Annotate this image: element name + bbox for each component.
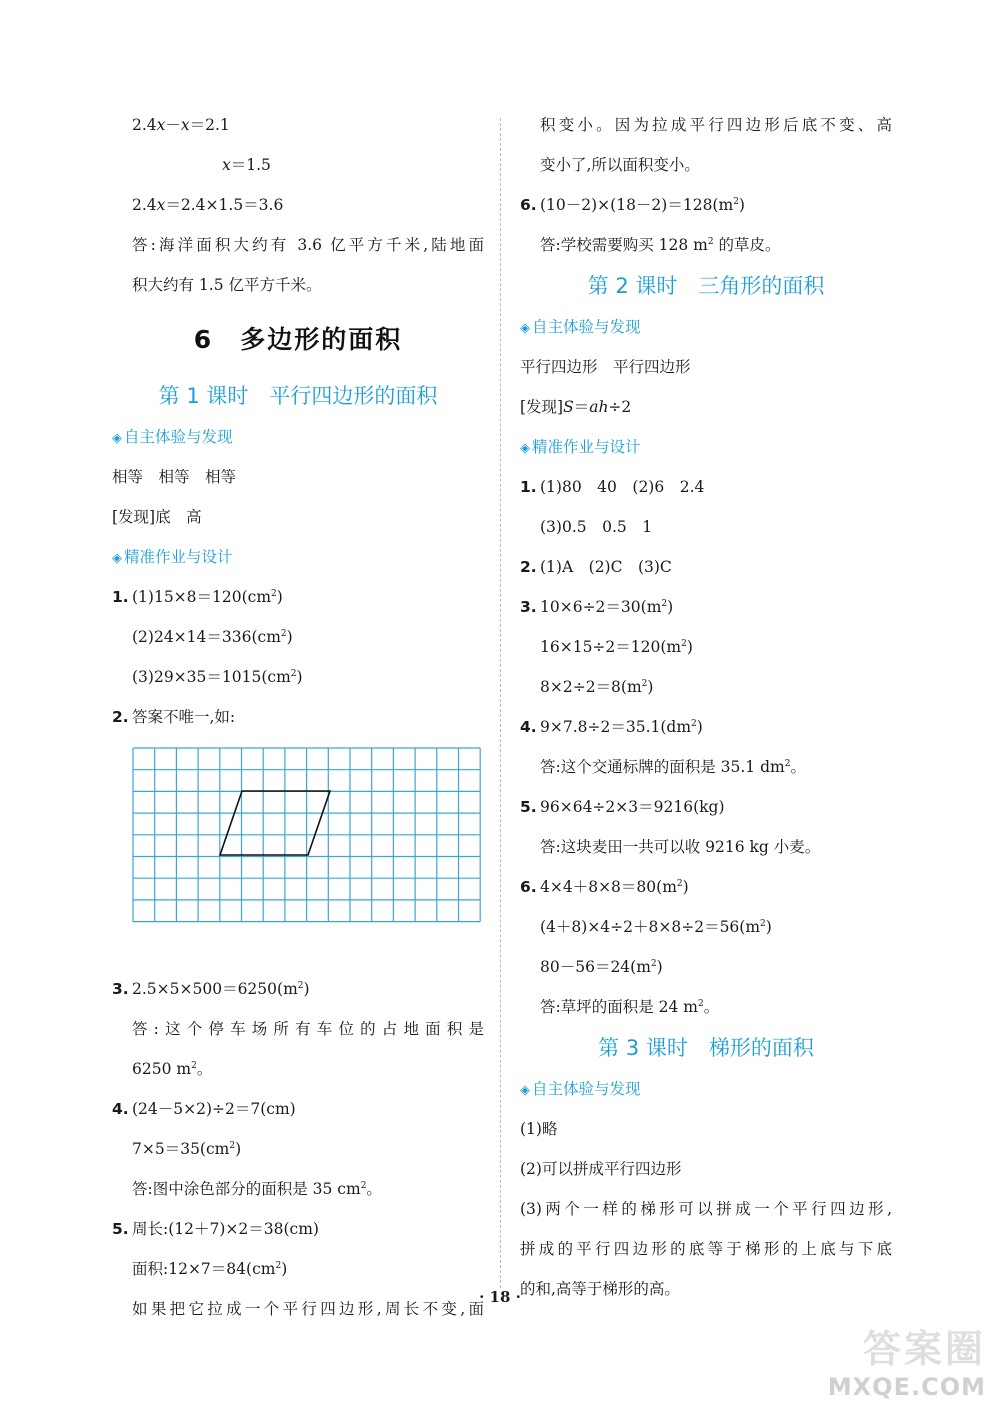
answer-text: 答案不唯一,如: [132,708,236,726]
answer-text: (24－5×2)÷2＝7(cm) [132,1100,296,1118]
answer-text: 4×4＋8×8＝80(m [540,878,677,896]
answer-line [112,1009,484,1049]
page-number: · 18 · [479,1288,521,1306]
question-line [112,1089,484,1129]
question-number: 5. [112,1220,129,1238]
question-line [520,707,892,747]
paren: ) [276,588,283,606]
diamond-icon: ◈ [112,431,122,446]
right-column [520,105,892,1309]
superscript: 2 [360,1180,367,1191]
diamond-icon: ◈ [520,1083,530,1098]
answer-line [112,617,484,657]
question-number: 1. [112,588,129,606]
answer-line [112,657,484,697]
answer-line: 平行四边形 平行四边形 [520,358,691,376]
question-line [520,547,892,587]
superscript: 2 [297,980,304,991]
answer-text: (1)15×8＝120(cm [132,588,272,606]
paren: ) [235,1140,242,1158]
answer-text: 面积:12×7＝84(cm [132,1260,276,1278]
question-line [520,185,892,225]
question-number: 4. [112,1100,129,1118]
answer-text: 9×7.8÷2＝35.1(dm [540,718,692,736]
answer-line: 拼成的平行四边形的底等于梯形的上底与下底 [520,1240,892,1258]
answer-text: 周长:(12＋7)×2＝38(cm) [132,1220,319,1238]
answer-line [112,1249,484,1289]
period: 。 [366,1180,382,1198]
section-label: 自主体验与发现 [124,428,233,446]
answer-line: [发现]𝑆＝𝑎ℎ÷2 [520,398,632,416]
superscript: 2 [280,628,287,639]
paren: ) [682,878,689,896]
period: 。 [703,998,720,1016]
answer-line: (2)可以拼成平行四边形 [520,1160,682,1178]
section-heading [112,417,484,457]
answer-text: 8×2÷2＝8(m [540,678,642,696]
paren: ) [667,598,674,616]
answer-text: 80－56＝24(m [540,958,651,976]
left-column [112,105,484,1329]
diamond-icon: ◈ [520,441,530,456]
answer-text: (4＋8)×4÷2＋8×8÷2＝56(m [540,918,761,936]
answer-text: 答:草坪的面积是 24 m [540,998,698,1016]
chapter-title: 6 多边形的面积 [193,325,403,354]
question-number: 3. [112,980,129,998]
lesson-title: 第 2 课时 三角形的面积 [587,274,825,298]
answer-line: 的和,高等于梯形的高。 [520,1280,680,1298]
answer-line: 积大约有 1.5 亿平方千米。 [132,276,322,294]
watermark-logo: 答案圈 [862,1327,986,1371]
section-heading [520,307,892,347]
superscript: 2 [784,758,791,769]
answer-text: 答:这个停车场所有车位的占地面积是 [132,1020,484,1038]
equation-line: 2.4𝑥＝2.4×1.5＝3.6 [132,196,284,214]
superscript: 2 [733,196,739,207]
answer-line: 变小了,所以面积变小。 [540,156,700,174]
answer-text: 10×6÷2＝30(m [540,598,662,616]
equation-line: 2.4𝑥－𝑥＝2.1 [132,116,230,134]
answer-line [520,627,892,667]
answer-text: 答:这个交通标牌的面积是 35.1 dm [540,758,785,776]
superscript: 2 [641,678,648,689]
section-label: 自主体验与发现 [532,318,641,336]
parallelogram-grid [132,747,482,929]
superscript: 2 [707,236,714,247]
parallelogram-shape [220,791,330,855]
equation-line: 𝑥＝1.5 [222,156,271,174]
lesson-title: 第 3 课时 梯形的面积 [598,1036,814,1060]
answer-text: 7×5＝35(cm [132,1140,230,1158]
question-line [112,1209,484,1249]
answer-text: (1)80 40 (2)6 2.4 [540,478,705,496]
question-number: 5. [520,798,537,816]
answer-line [520,747,892,787]
question-line [520,787,892,827]
superscript: 2 [760,918,766,929]
period: 。 [196,1060,213,1078]
answer-text: (10－2)×(18－2)＝128(m [540,196,734,214]
section-heading [112,537,484,577]
superscript: 2 [676,878,683,889]
superscript: 2 [698,998,704,1009]
answer-text: (3)29×35＝1015(cm [132,668,291,686]
superscript: 2 [191,1060,197,1071]
question-number: 2. [520,558,537,576]
paren: ) [296,668,303,686]
question-line [112,969,484,1009]
question-line [520,467,892,507]
answer-line: 相等 相等 相等 [112,468,237,486]
answer-text: 答:图中涂色部分的面积是 35 cm [132,1180,361,1198]
question-number: 3. [520,598,537,616]
answer-text: 6250 m [132,1060,192,1078]
superscript: 2 [691,718,697,729]
superscript: 2 [275,1260,282,1271]
question-number: 2. [112,708,129,726]
superscript: 2 [661,598,668,609]
question-number: 6. [520,196,537,214]
answer-line [520,907,892,947]
superscript: 2 [681,638,687,649]
answer-text: (2)24×14＝336(cm [132,628,281,646]
answer-line: [发现]底 高 [112,508,202,526]
paren: ) [696,718,703,736]
paren: ) [686,638,693,656]
superscript: 2 [650,958,657,969]
section-heading [520,1069,892,1109]
question-line [112,577,484,617]
question-line [520,587,892,627]
answer-line [112,1129,484,1169]
answer-text: (1)A (2)C (3)C [540,558,672,576]
watermark-url: MXQE.COM [827,1373,986,1401]
answer-text: 答:学校需要购买 128 m [540,236,708,254]
paren: ) [647,678,654,696]
answer-line: (3)两个一样的梯形可以拼成一个平行四边形, [520,1200,892,1218]
section-label: 自主体验与发现 [532,1080,641,1098]
paren: ) [656,958,663,976]
diamond-icon: ◈ [520,321,530,336]
paren: ) [765,918,772,936]
answer-text: 2.5×5×500＝6250(m [132,980,298,998]
column-divider [500,118,501,1288]
paren: ) [286,628,293,646]
paren: ) [281,1260,288,1278]
section-label: 精准作业与设计 [124,548,233,566]
answer-line [520,987,892,1027]
paren: ) [738,196,745,214]
answer-line: (3)0.5 0.5 1 [540,518,653,536]
paren: ) [303,980,310,998]
question-number: 4. [520,718,537,736]
watermark [828,1318,986,1401]
question-line [112,697,484,737]
answer-line: 如果把它拉成一个平行四边形,周长不变,面 [132,1300,484,1318]
answer-line [112,1049,484,1089]
question-number: 6. [520,878,537,896]
answer-text: 16×15÷2＝120(m [540,638,682,656]
lesson-title: 第 1 课时 平行四边形的面积 [158,384,438,408]
answer-line: (1)略 [520,1120,558,1138]
superscript: 2 [290,668,297,679]
answer-line: 答:海洋面积大约有 3.6 亿平方千米,陆地面 [132,236,484,254]
section-heading [520,427,892,467]
answer-line [520,947,892,987]
answer-text: 96×64÷2×3＝9216(kg) [540,798,725,816]
question-number: 1. [520,478,537,496]
answer-line: 积变小。因为拉成平行四边形后底不变、高 [540,116,892,134]
answer-line [520,225,892,265]
superscript: 2 [229,1140,236,1151]
superscript: 2 [271,588,277,599]
question-line [520,867,892,907]
answer-line: 答:这块麦田一共可以收 9216 kg 小麦。 [540,838,821,856]
grid-figure [132,737,484,969]
answer-line [520,667,892,707]
section-label: 精准作业与设计 [532,438,641,456]
diamond-icon: ◈ [112,551,122,566]
answer-line [112,1169,484,1209]
period: 。 [790,758,806,776]
answer-text: 的草皮。 [713,236,781,254]
